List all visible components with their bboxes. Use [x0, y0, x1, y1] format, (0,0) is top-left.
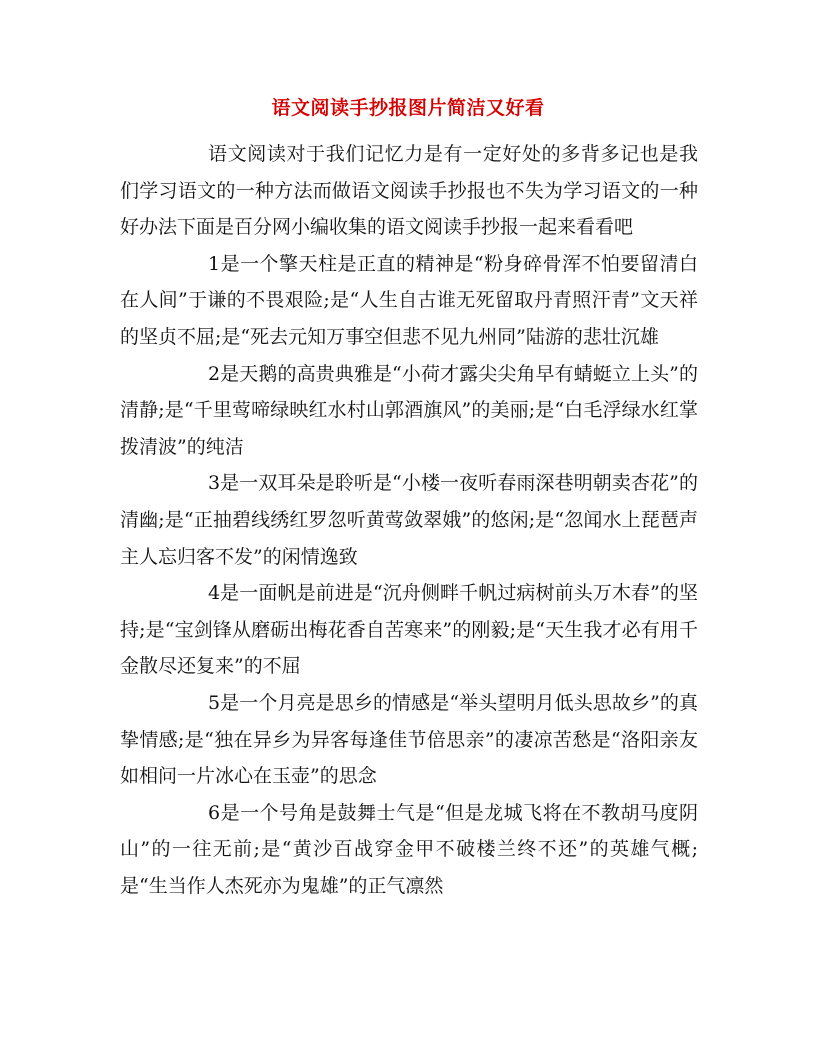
paragraph-2: 2是天鹅的高贵典雅是“小荷才露尖尖角早有蜻蜓立上头”的清静;是“千里莺啼绿映红水村山郭酒旗风”的美丽;是“白毛浮绿水红掌拨清波”的纯洁 — [120, 362, 698, 458]
paragraph-5: 5是一个月亮是思乡的情感是“举头望明月低头思故乡”的真挚情感;是“独在异乡为异客每逢佳节倍思亲”的凄凉苦愁是“洛阳亲友如相问一片冰心在玉壶”的思念 — [120, 691, 698, 788]
document-body — [120, 136, 698, 904]
paragraph-4: 4是一面帆是前进是“沉舟侧畔千帆过病树前头万木春”的坚持;是“宝剑锋从磨砺出梅花香自苦寒来”的刚毅;是“天生我才必有用千金散尽还复来”的不屈 — [120, 582, 698, 678]
document-title: 语文阅读手抄报图片简洁又好看 — [271, 97, 545, 119]
paragraph-1: 1是一个擎天柱是正直的精神是“粉身碎骨浑不怕要留清白在人间”于谦的不畏艰险;是“人生自古谁无死留取丹青照汗青”文天祥的坚贞不屈;是“死去元知万事空但悲不见九州同”陆游的悲壮沉雄 — [120, 252, 698, 348]
paragraph-3: 3是一双耳朵是聆听是“小楼一夜听春雨深巷明朝卖杏花”的清幽;是“正抽碧线绣红罗忽听黄莺敛翠娥”的悠闲;是“忽闻水上琵琶声主人忘归客不发”的闲情逸致 — [120, 472, 698, 568]
paragraph-6: 6是一个号角是鼓舞士气是“但是龙城飞将在不教胡马度阴山”的一往无前;是“黄沙百战穿金甲不破楼兰终不还”的英雄气概;是“生当作人杰死亦为鬼雄”的正气凛然 — [120, 801, 698, 897]
paragraph-intro: 语文阅读对于我们记忆力是有一定好处的多背多记也是我们学习语文的一种方法而做语文阅读手抄报也不失为学习语文的一种好办法下面是百分网小编收集的语文阅读手抄报一起来看看吧 — [120, 143, 698, 239]
